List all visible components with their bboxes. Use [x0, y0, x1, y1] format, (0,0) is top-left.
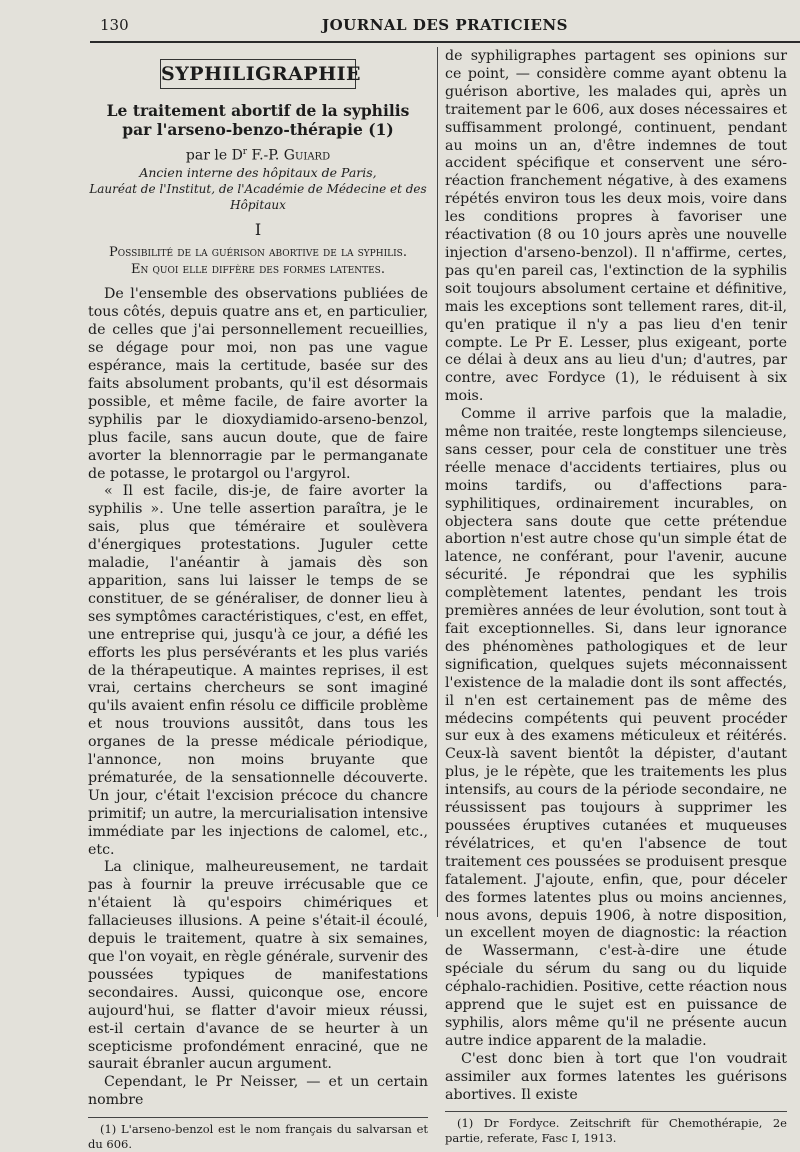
author-affiliation-2: Lauréat de l'Institut, de l'Académie de Médecine et des Hôpitaux	[89, 181, 427, 212]
column-divider	[437, 47, 438, 917]
paragraph: « Il est facile, dis-je, de faire avorter la syphilis ». Une telle assertion paraîtra, je le sais, plus que téméraire et soulèvera d'énergiques protestations. Juguler cette maladie, l'anéantir à jamais dès son apparition, sans lui laisser le temps de se constituer, de se généraliser, de donner lieu à ses symptômes caractéristiques, c'est, en effet, une entreprise qui, jusqu'à ce jour, a défié les efforts les plus persévérants et les plus variés de la thérapeutique. A maintes reprises, il est vrai, certains chercheurs se sont imaginé qu'ils avaient enfin résolu ce difficile problème et nous trouvions aussitôt, dans tous les organes de la presse médicale périodique, l'annonce, non moins bruyante que prématurée, de la sensationnelle découverte. Un jour, c'était l'excision précoce du chancre primitif; un autre, la mercurialisation intensive immédiate par les injections de calomel, etc., etc.	[88, 483, 428, 858]
right-column	[445, 48, 787, 1146]
paragraph: Cependant, le Pr Neisser, — et un certain nombre	[88, 1074, 428, 1109]
paragraph: Comme il arrive parfois que la maladie, même non traitée, reste longtemps silencieuse, sans cesser, pour cela de constituer une très réelle menace d'accidents tertiaires, plus ou moins tardifs, ou d'affections para-syphilitiques, ordinairement incurables, on objectera sans doute que cette prétendue abortion n'est autre chose qu'un simple état de latence, ne conférant, pour l'avenir, aucune sécurité. Je répondrai que les syphilis complètement latentes, pendant les trois premières années de leur évolution, sont tout à fait exceptionnelles. Si, dans leur ignorance des phénomènes pathologiques et de leur signification, quelques sujets méconnaissent l'existence de la maladie dont ils sont affectés, il n'en est certainement pas de même des médecins compétents qui peuvent procéder sur eux à des examens méticuleux et réitérés. Ceux-là savent bientôt la dépister, d'autant plus, je le répète, que les traitements les plus intensifs, au cours de la période secondaire, ne réussissent pas toujours à supprimer les poussées éruptives cutanées et muqueuses révélatrices, et qu'en l'absence de tout traitement ces poussées se produisent presque fatalement. J'ajoute, enfin, que, pour déceler des formes latentes plus ou moins anciennes, nous avons, depuis 1906, à notre disposition, un excellent moyen de diagnostic: la réaction de Wassermann, c'est-à-dire une étude spéciale du sérum du sang ou du liquide céphalo-rachidien. Positive, cette réaction nous apprend que le sujet est en puissance de syphilis, alors même qu'il ne présente aucun autre indice apparent de la maladie.	[445, 406, 787, 1049]
article-title-line2: par l'arseno-benzo-thérapie (1)	[122, 119, 394, 139]
byline	[88, 143, 428, 165]
section-heading: SYPHILIGRAPHIE	[160, 59, 356, 89]
running-header	[90, 14, 800, 38]
page-number: 130	[100, 16, 129, 34]
footnote-rule	[88, 1117, 428, 1118]
author-affiliation-1: Ancien interne des hôpitaux de Paris,	[139, 164, 377, 180]
part-number: I	[254, 219, 262, 239]
paragraph: La clinique, malheureusement, ne tardait pas à fournir la preuve irrécusable que ce n'étaient là qu'espoirs chimériques et fallacieuses illusions. A peine s'était-il écoulé, depuis le traitement, quatre à six semaines, que l'on voyait, en règle générale, survenir des poussées typiques de manifestations secondaires. Aussi, quiconque ose, encore aujourd'hui, se flatter d'avoir mieux réussi, est-il certain d'avance de se heurter à un scepticisme profondément enraciné, que ne saurait ébranler aucun argument.	[88, 859, 428, 1073]
article-title-line1: Le traitement abortif de la syphilis	[106, 100, 410, 120]
article-title	[88, 101, 428, 139]
subheading	[88, 244, 428, 278]
subheading-line1: Possibilité de la guérison abortive de la syphilis.	[109, 245, 407, 261]
footnote: (1) Dr Fordyce. Zeitschrift für Chemothérapie, 2e partie, referate, Fasc I, 1913.	[445, 1116, 787, 1146]
byline-prefix: par le D	[185, 147, 243, 164]
header-rule	[90, 41, 800, 43]
footnote: (1) L'arseno-benzol est le nom français du salvarsan et du 606.	[88, 1122, 428, 1152]
byline-sup: r	[242, 146, 248, 157]
journal-title: JOURNAL DES PRATICIENS	[322, 16, 568, 34]
author-name: F.-P. Guiard	[247, 147, 331, 164]
subheading-line2: En quoi elle diffère des formes latentes.	[131, 262, 385, 278]
paragraph: C'est donc bien à tort que l'on voudrait assimiler aux formes latentes les guérisons abortives. Il existe	[445, 1050, 787, 1103]
left-column	[88, 48, 428, 1152]
paragraph: De l'ensemble des observations publiées de tous côtés, depuis quatre ans et, en particulier, de celles que j'ai personnellement recueillies, se dégage pour moi, non pas une vague espérance, mais la certitude, basée sur des faits absolument probants, qu'il est désormais possible, et même facile, de faire avorter la syphilis par le dioxydiamido-arseno-benzol, plus facile, sans aucun doute, que de faire avorter la blennorragie par le permanganate de potasse, le protargol ou l'argyrol.	[88, 286, 428, 482]
paragraph: de syphiligraphes partagent ses opinions sur ce point, — considère comme ayant obtenu la guérison abortive, les malades qui, après un traitement par le 606, aux doses nécessaires et suffisamment prolongé, continuent, pendant au moins un an, d'être indemnes de tout accident spécifique et conservent une séro-réaction franchement négative, à des examens répétés environ tous les deux mois, voire dans les conditions propres à favoriser une réactivation (8 ou 10 jours après une nouvelle injection d'arseno-benzol). Il n'affirme, certes, pas qu'en pareil cas, l'extinction de la syphilis soit toujours absolument certaine et définitive, mais les exceptions sont tellement rares, dit-il, qu'en pratique il n'y a pas lieu d'en tenir compte. Le Pr E. Lesser, plus exigeant, porte ce délai à deux ans au lieu d'un; d'autres, par contre, avec Fordyce (1), le réduisent à six mois.	[445, 48, 787, 405]
footnote-rule	[445, 1111, 787, 1112]
